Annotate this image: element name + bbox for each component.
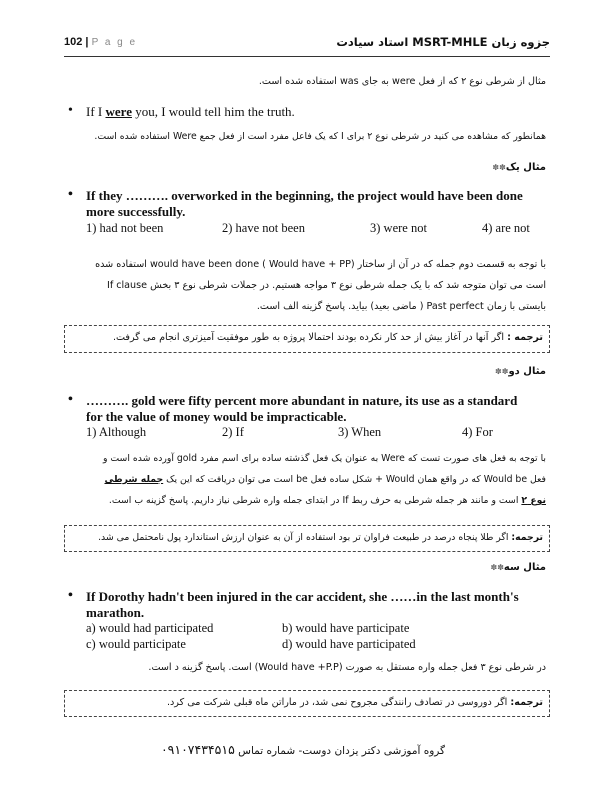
example2-option-4: 4) For [462, 425, 493, 439]
example1-question-line-2: more successfully. [86, 204, 186, 219]
example3-translation-label: ترجمه: [510, 697, 543, 708]
star-icon: ✽✽ [490, 563, 504, 572]
example2-question-line-2: for the value of money would be impracticable. [86, 409, 347, 424]
example3-question-line-1: • If Dorothy hadn't been injured in the car accident, she ……in the last month's [86, 589, 519, 605]
example2-question-line-1: • ………. gold were fifty percent more abundant in nature, its use as a standard [86, 393, 517, 409]
example1-explanation-line-2: است می توان متوجه شد که با یک جمله شرطی نوع ۳ مواجه هستیم. در جملات شرطی نوع ۳ بخش If clause [106, 280, 546, 291]
example1-option-4: 4) are not [482, 221, 530, 235]
example2-explanation-line-2-pre: فعل Would be که در واقع همان Would + شکل ساده فعل be است می توان دریافت که این یک [163, 474, 546, 485]
example1-heading [492, 162, 546, 173]
example1-option-2: 2) have not been [222, 221, 305, 235]
page-word: P a g e [91, 37, 138, 48]
footer-phone: ۰۹۱۰۷۴۳۴۵۱۵ [160, 742, 235, 757]
example1-explanation-line-3: بایستی با زمان Past perfect ( ماضی بعید) بیاید. پاسخ گزینه الف است. [256, 301, 546, 312]
example3-option-a: a) would had participated [86, 621, 214, 635]
example2-heading-text: مثال دو [508, 366, 546, 377]
example3-option-d: d) would have participated [282, 637, 416, 651]
example2-translation-box [64, 525, 550, 552]
example2-translation-label: ترجمه: [511, 532, 543, 543]
intro-example-pre: If I [86, 104, 106, 119]
page-footer [0, 742, 606, 757]
example3-translation [71, 697, 543, 708]
example3-translation-text: اگر دوروسی در تصادف رانندگی مجروح نمی شد، در ماراتن ماه قبلی شرکت می کرد. [166, 697, 508, 708]
page-number-block [64, 36, 137, 48]
example2-explanation-line-3-bold: نوع ۲ [521, 495, 546, 506]
example1-heading-text: مثال یک [505, 162, 546, 173]
example3-heading-text: مثال سه [503, 562, 546, 573]
intro-line-1: مثال از شرطی نوع ۲ که از فعل were به جای was استفاده شده است. [258, 76, 546, 87]
page-separator: | [85, 36, 89, 48]
intro-example [86, 104, 295, 120]
example1-translation-box [64, 325, 550, 353]
example2-options [86, 425, 556, 443]
example1-translation-text: اگر آنها در آغاز بیش از حد کار نکرده بودند احتمالا پروژه به طور موفقیت آمیزتری انجام می گرفت. [112, 332, 505, 343]
intro-example-post: you, I would tell him the truth. [131, 104, 295, 119]
example1-options [86, 221, 556, 239]
intro-example-underlined: were [105, 104, 132, 119]
example1-translation [71, 332, 543, 343]
example1-question-line-1: • If they ………. overworked in the beginning, the project would have been done [86, 188, 523, 204]
example2-option-3: 3) When [338, 425, 382, 439]
example2-translation-text: اگر طلا پنجاه درصد در طبیعت فراوان تر بود استفاده از آن به عنوان ارزش استاندارد پول نامحتمل می شد. [98, 532, 509, 543]
example2-translation [71, 532, 543, 543]
example3-options [86, 621, 556, 655]
page-number: 102 [64, 36, 83, 48]
example3-option-c: c) would participate [86, 637, 186, 651]
example2-heading [495, 366, 546, 377]
intro-line-2: همانطور که مشاهده می کنید در شرطی نوع ۲ برای I که یک فاعل مفرد است از فعل جمع Were استفاده شده است. [94, 131, 546, 142]
example3-question-line-2: marathon. [86, 605, 145, 620]
example2-option-2: 2) If [222, 425, 244, 439]
example2-explanation-line-2-bold: جمله شرطی [104, 474, 164, 485]
footer-text: گروه آموزشی دکتر یزدان دوست- شماره تماس [234, 745, 446, 757]
example2-explanation-line-3 [64, 495, 546, 506]
example1-option-3: 3) were not [370, 221, 427, 235]
page-header [64, 34, 550, 57]
example1-option-1: 1) had not been [86, 221, 164, 235]
star-icon: ✽✽ [492, 163, 506, 172]
star-icon: ✽✽ [495, 367, 509, 376]
example2-explanation-line-2 [64, 474, 546, 485]
example3-explanation-line-1: در شرطی نوع ۳ فعل جمله واره مستقل به صورت (Would have +P.P) است. پاسخ گزینه د است. [148, 662, 546, 673]
example2-option-1: 1) Although [86, 425, 147, 439]
example1-explanation-line-1: با توجه به قسمت دوم جمله که در آن از ساختار would have been done ( Would have + PP) استفاده شده [95, 259, 546, 270]
example3-translation-box [64, 690, 550, 717]
example2-explanation-line-1: با توجه به فعل های صورت تست که Were به عنوان یک فعل گذشته ساده برای اسم مفرد gold آورده شده است و [102, 453, 546, 464]
example3-heading [491, 562, 547, 573]
example1-translation-label: ترجمه : [507, 332, 543, 343]
example3-option-b: b) would have participate [282, 621, 410, 635]
example2-explanation-line-3-post: است و مانند هر جمله شرطی به حرف ربط If در ابتدای جمله واره شرطی نیاز داریم. پاسخ گزینه ب است. [108, 495, 522, 506]
header-title: جزوه زبان MSRT-MHLE استاد سیادت [336, 35, 550, 49]
